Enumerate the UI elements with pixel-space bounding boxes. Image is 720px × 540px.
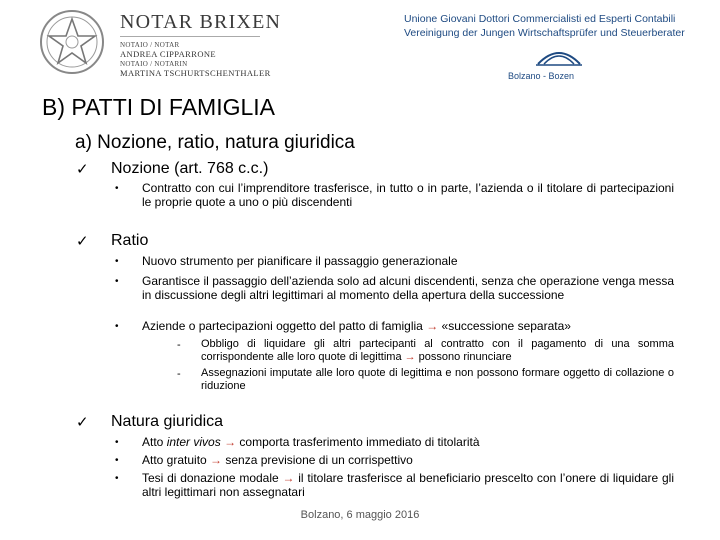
ratio-bullet-2: Garantisce il passaggio dell’azienda solo ad alcuni discendenti, senza che operazione venga messa in discussione degli altri legittimari al momento della apertura della successione — [142, 274, 674, 302]
ugdc-name-de: Vereinigung der Jungen Wirtschaftsprüfer und Steuerberater — [404, 27, 685, 39]
ratio-bullet-3: Aziende o partecipazioni oggetto del patto di famiglia → «successione separata» — [142, 319, 571, 333]
ratio-bullet-1: Nuovo strumento per pianificare il passaggio generazionale — [142, 254, 458, 268]
page-title: B) PATTI DI FAMIGLIA — [42, 94, 276, 120]
natura-bullet-2: Atto gratuito → senza previsione di un corrispettivo — [142, 453, 413, 467]
notary-name-2: MARTINA TSCHURTSCHENTHALER — [120, 68, 271, 78]
arrow-icon: → — [224, 435, 237, 449]
check-icon: ✓ — [76, 414, 89, 431]
section-title-nozione: Nozione (art. 768 c.c.) — [111, 160, 269, 177]
check-icon: ✓ — [76, 233, 89, 250]
natura-bullet-1: Atto inter vivos → comporta trasferimento immediato di titolarità — [142, 435, 480, 449]
bullet-icon: • — [115, 256, 119, 267]
check-icon: ✓ — [76, 161, 89, 178]
ratio-subitem-2: Assegnazioni imputate alle loro quote di legittima e non possono formare oggetto di collazione o riduzione — [201, 367, 674, 392]
dash-icon: - — [177, 339, 181, 351]
bullet-icon: • — [115, 473, 119, 484]
footer-date: Bolzano, 6 maggio 2016 — [300, 509, 420, 521]
ugdc-name-it: Unione Giovani Dottori Commercialisti ed Esperti Contabili — [404, 13, 676, 25]
arrow-icon: → — [404, 350, 416, 363]
section-subtitle: a) Nozione, ratio, natura giuridica — [75, 132, 355, 153]
header-divider — [120, 36, 260, 37]
bolzano-emblem-logo — [534, 40, 584, 68]
section-title-ratio: Ratio — [111, 232, 149, 249]
city-label: Bolzano - Bozen — [508, 71, 575, 81]
arrow-icon: → — [210, 453, 223, 467]
notary-label-1: NOTAIO / NOTAR — [120, 41, 180, 49]
arrow-icon: → — [282, 471, 295, 485]
notary-seal-logo — [38, 8, 106, 76]
bullet-icon: • — [115, 276, 119, 287]
section-title-natura: Natura giuridica — [111, 413, 224, 430]
arrow-icon: → — [426, 319, 439, 333]
bullet-icon: • — [115, 321, 119, 332]
natura-bullet-3: Tesi di donazione modale → il titolare trasferisce al beneficiario prescelto con l’onere di liquidare gli altri legittimari non assegnatari — [142, 471, 674, 499]
dash-icon: - — [177, 368, 181, 380]
bullet-icon: • — [115, 183, 119, 194]
bullet-icon: • — [115, 455, 119, 466]
notary-title: NOTAR BRIXEN — [120, 11, 282, 33]
notary-name-1: ANDREA CIPPARRONE — [120, 49, 216, 59]
ratio-subitem-1: Obbligo di liquidare gli altri partecipanti al contratto con il pagamento di una somma corrispondente alle loro quote di legittima → possono rinunciare — [201, 338, 674, 363]
nozione-bullet-1: Contratto con cui l’imprenditore trasferisce, in tutto o in parte, l’azienda o il titolare di partecipazioni le proprie quote a uno o più discendenti — [142, 181, 674, 209]
bullet-icon: • — [115, 437, 119, 448]
notary-label-2: NOTAIO / NOTARIN — [120, 60, 188, 68]
